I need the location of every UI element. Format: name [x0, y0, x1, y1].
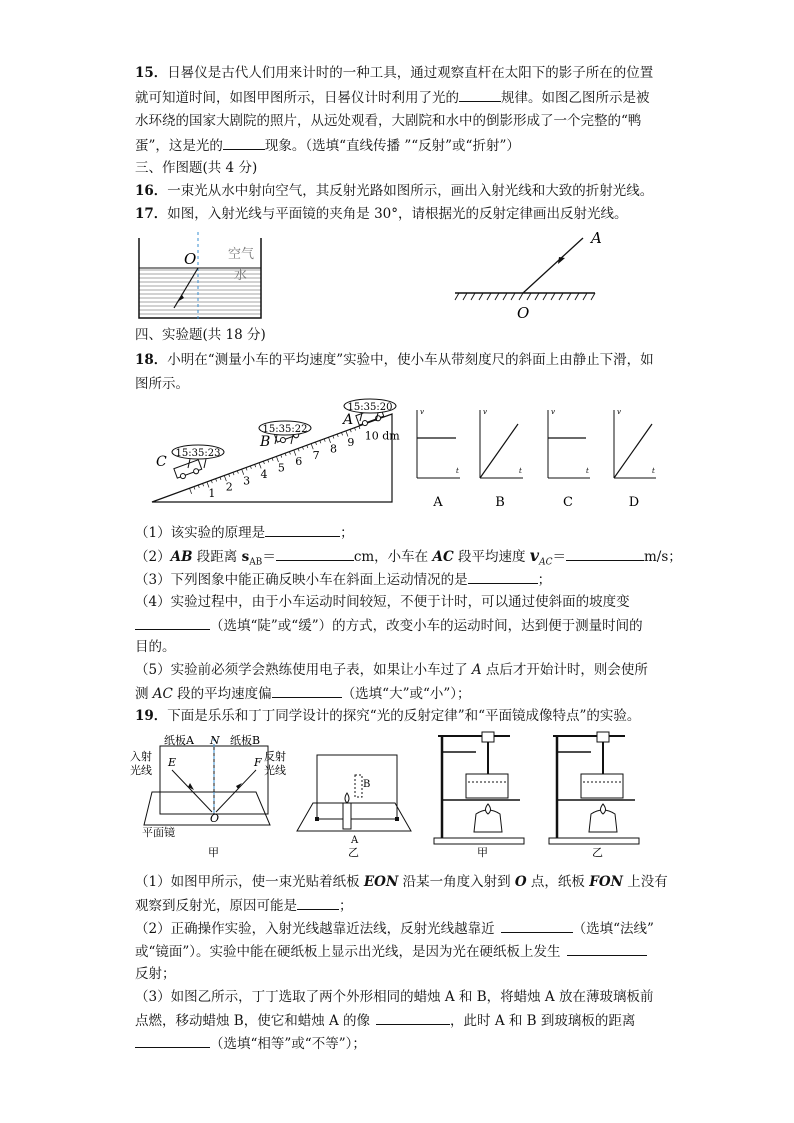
q18-p2-eq2: ＝: [552, 549, 566, 565]
q19-figure-stand-2: [545, 728, 655, 860]
q18-p5-line1: [135, 660, 648, 680]
graph-a: [417, 408, 460, 510]
q17-label-o: O: [517, 304, 530, 322]
q19-p3-line2: [135, 1010, 635, 1031]
label-board-b: 纸板B: [230, 734, 261, 747]
label-board-a: 纸板A: [164, 734, 194, 747]
svg-text:t: t: [519, 467, 522, 475]
q15-text-4b: 现象。（选填“直线传播 ”“反射”或“折射”）: [264, 138, 520, 154]
q17-label-a: A: [591, 229, 602, 247]
q18-blank-2[interactable]: [276, 546, 354, 561]
svg-text:v: v: [551, 408, 555, 416]
q15-line2: [135, 87, 650, 108]
ruler-tick: [324, 439, 325, 442]
q15-line3: [135, 111, 641, 131]
q19-blank-2[interactable]: [501, 918, 573, 933]
q19-number: 19．: [135, 708, 168, 724]
ruler-tick: [320, 440, 321, 443]
q19-line: [135, 706, 640, 726]
graph-label-b: B: [495, 495, 505, 510]
label-b: B: [363, 779, 371, 790]
section-3-heading: 三、作图题(共 4 分): [135, 160, 258, 176]
incident-ray: [523, 238, 583, 293]
label-mirror: 平面镜: [142, 826, 175, 839]
q19-p1-fon: FON: [589, 874, 623, 890]
svg-text:v: v: [420, 408, 424, 416]
q19-p3-t3: （选填“相等”或“不等”）；: [210, 1036, 366, 1052]
q18-p2-unit: m/s；: [643, 549, 682, 565]
q18-p2-ab: AB: [170, 549, 193, 565]
q18-p2-ac: AC: [432, 549, 454, 565]
q19-p1-o: O: [514, 874, 527, 890]
label-incident-2: 光线: [130, 764, 152, 777]
label-a: A: [351, 835, 359, 846]
ruler-label: 6: [295, 455, 303, 469]
q18-p2-v-sub: AC: [539, 557, 553, 568]
ruler-label: 3: [243, 474, 251, 488]
q19-blank-3[interactable]: [567, 941, 647, 956]
svg-text:t: t: [586, 467, 589, 475]
label-n: N: [210, 734, 220, 747]
q19-p1-t1: （1）如图甲所示，使一束光贴着纸板: [135, 874, 364, 890]
label-f: F: [254, 756, 262, 769]
q19-p2-line1: [135, 918, 654, 939]
q18-p3: [135, 569, 551, 590]
q18-p1: [135, 522, 354, 543]
graph-label-c: C: [563, 495, 573, 510]
q15-text-3: 水环绕的国家大剧院的照片，从远处观看，大剧院和水中的倒影形成了一个完整的“鸭: [135, 113, 642, 129]
mirror-plane: [144, 792, 270, 825]
q18-p1-text: （1）该实验的原理是: [135, 525, 266, 541]
flame-icon: [601, 804, 606, 814]
q18-p2-v: v: [529, 546, 540, 565]
time-a: 15:35:20: [347, 402, 393, 413]
q18-line1: [135, 350, 654, 370]
caption-jia-1: 甲: [208, 846, 219, 859]
ruler-tick: [350, 429, 351, 432]
label-c: C: [156, 454, 167, 470]
q18-line2: 图所示。: [135, 376, 189, 392]
q19-p1-t2: 沿某一角度入射到: [398, 874, 515, 890]
ruler-labels: [208, 430, 400, 500]
q18-p3-end: ；: [537, 572, 552, 588]
reflected-ray: [216, 770, 256, 812]
q18-p2-s-sub: AB: [249, 557, 263, 568]
q17-text: 如图，入射光线与平面镜的夹角是 30°，请根据光的反射定律画出反射光线。: [167, 206, 628, 222]
q16-label-o: O: [184, 250, 197, 268]
label-reflected-1: 反射: [264, 750, 286, 763]
time-c: 15:35:23: [175, 448, 221, 459]
q16-line: [135, 181, 653, 201]
q16-label-air: 空气: [228, 247, 255, 262]
q19-p2-t2: （选填“法线”: [572, 921, 654, 937]
q17-line: [135, 204, 628, 224]
q18-p4-text: （选填“陡”或“缓”）的方式，改变小车的运动时间，达到便于测量时间的: [210, 618, 643, 634]
q15-text-2b: 规律。如图乙图所示是被: [501, 90, 650, 106]
ruler-tick: [198, 485, 199, 488]
ruler-label: 9: [347, 436, 355, 450]
ruler-tick: [315, 442, 316, 445]
svg-text:v: v: [483, 408, 487, 416]
ruler-tick: [263, 461, 264, 464]
ruler-label: 4: [260, 467, 268, 481]
ruler-tick: [302, 447, 303, 450]
ruler-label: 1: [208, 487, 216, 501]
q16-text: 一束光从水中射向空气，其反射光路如图所示，画出入射光线和大致的折射光线。: [167, 183, 654, 199]
svg-text:t: t: [456, 467, 459, 475]
q19-p2-t1: （2）正确操作实验，入射光线越靠近法线，反射光线越靠近: [135, 921, 495, 937]
arrow-icon: [558, 257, 565, 264]
q16-number: 16．: [135, 183, 168, 199]
q19-blank-1[interactable]: [297, 895, 339, 910]
q18-text-1: 小明在“测量小车的平均速度”实验中，使小车从带刻度尺的斜面上由静止下滑，如: [167, 352, 654, 368]
q19-figure-reflection: [130, 730, 286, 859]
q15-blank-1[interactable]: [459, 87, 501, 102]
ruler-label: 2: [225, 480, 233, 494]
label-o: O: [210, 812, 220, 825]
time-b: 15:35:22: [262, 424, 308, 435]
ruler-label: 5: [277, 461, 285, 475]
q18-p2-t1: 段距离: [192, 549, 242, 565]
ruler-tick: [268, 460, 269, 463]
q19-p1-end: ；: [339, 898, 353, 914]
q19-p1-line2: [135, 895, 353, 916]
ruler-label: 8: [329, 442, 337, 456]
q18-p4-line3: 目的。: [135, 639, 176, 655]
q18-p5-t5: （选填“大”或“小”）；: [341, 686, 471, 702]
q19-p1-line1: [135, 872, 668, 892]
ruler-label: 7: [312, 448, 320, 462]
q19-p2-line2: [135, 941, 647, 962]
cart-c: [174, 460, 203, 481]
ruler-tick: [203, 483, 204, 486]
q18-p5-t4: 段的平均速度偏: [172, 686, 272, 702]
q18-p5-t3: 测: [135, 686, 153, 702]
ruler-tick: [194, 487, 195, 490]
ruler-tick: [246, 468, 247, 471]
candle-b: [355, 775, 362, 797]
section-4-heading: 四、实验题(共 18 分): [135, 327, 266, 343]
svg-text:v: v: [617, 408, 621, 416]
q18-blank-1[interactable]: [265, 522, 340, 537]
ruler-tick: [289, 452, 290, 455]
q18-p4-line2: [135, 615, 643, 636]
table-plane: [297, 803, 411, 831]
q18-blank-4[interactable]: [468, 569, 538, 584]
q15-text-2a: 就可知道时间，如图甲图所示，日晷仪计时利用了光的: [135, 90, 459, 106]
graph-c: [548, 408, 590, 510]
q15-blank-2[interactable]: [223, 135, 265, 150]
label-e: E: [168, 756, 177, 769]
ruler-tick: [298, 448, 299, 451]
q17-number: 17．: [135, 206, 168, 222]
q18-p2-t3: 段平均速度: [453, 549, 530, 565]
ruler-tick: [355, 428, 356, 431]
q15-line1: [135, 63, 653, 83]
flame-icon: [486, 804, 491, 814]
flame-icon: [345, 793, 349, 803]
ruler-tick: [211, 480, 212, 483]
q15-text-4a: 蛋”，这是光的: [135, 138, 223, 154]
glass-plate: [317, 755, 397, 819]
q18-p5-ac: AC: [152, 686, 173, 702]
ruler-tick: [237, 471, 238, 474]
q18-p5-line2: [135, 683, 471, 704]
q18-p5-t2: 点后才开始计时，则会使所: [481, 662, 648, 678]
q18-p4-line1: （4）实验过程中，由于小车运动时间较短，不便于计时，可以通过使斜面的坡度变: [135, 594, 630, 610]
q16-figure: [130, 232, 275, 327]
q18-p1-end: ；: [340, 525, 354, 541]
q15-number: 15．: [135, 65, 168, 81]
ruler-tick: [216, 479, 217, 482]
ruler-tick: [272, 458, 273, 461]
ruler-tick: [337, 434, 338, 437]
incident-ray: [172, 770, 212, 812]
svg-text:t: t: [652, 467, 655, 475]
ruler-tick: [190, 488, 192, 494]
ruler-tick: [233, 472, 234, 475]
label-reflected-2: 光线: [264, 764, 286, 777]
q18-blank-3[interactable]: [566, 546, 644, 561]
q18-p2-s: s: [241, 549, 250, 565]
q18-p5-t1: （5）实验前必须学会熟练使用电子表，如果让小车过了: [135, 662, 472, 678]
q19-figure-imaging: [295, 745, 420, 858]
q19-p2-line3: 反射；: [135, 966, 176, 982]
q18-p2-eq1: ＝: [262, 549, 276, 565]
q18-blank-5[interactable]: [135, 615, 210, 630]
q19-p1-t4: 上没有: [622, 874, 668, 890]
graph-d: [614, 408, 656, 510]
q18-p2-t2: cm，小车在: [353, 549, 433, 565]
label-a: A: [343, 412, 354, 428]
graph-label-d: D: [628, 495, 640, 510]
q15-line4: [135, 135, 520, 156]
ruler-tick: [359, 426, 360, 429]
caption-jia-2: 甲: [477, 846, 488, 859]
q19-blank-4[interactable]: [376, 1010, 450, 1025]
q19-p2-t3: 或“镜面”）。实验中能在硬纸板上显示出光线，是因为光在硬纸板上发生: [135, 944, 561, 960]
q19-p1-t5: 观察到反射光，原因可能是: [135, 898, 297, 914]
label-incident-1: 入射: [130, 750, 152, 763]
q18-p2-num: （2）: [135, 549, 171, 565]
graph-label-a: A: [433, 495, 443, 510]
q18-number: 18．: [135, 352, 168, 368]
beaker: [581, 774, 623, 798]
ruler-label: 10 dm: [364, 429, 400, 443]
q17-figure: [455, 226, 615, 322]
q19-p1-eon: EON: [363, 874, 399, 890]
ruler-tick: [255, 464, 256, 467]
ruler-tick: [220, 477, 221, 480]
q18-figure: [130, 396, 655, 516]
q19-p3-t1: 点燃，移动蜡烛 B，使它和蜡烛 A 的像: [135, 1013, 371, 1029]
caption-yi-1: 乙: [348, 846, 359, 859]
q16-label-water: 水: [234, 268, 248, 283]
ruler-tick: [285, 453, 286, 456]
ruler-tick: [281, 455, 282, 458]
graph-b: [480, 408, 523, 510]
q18-p3-text: （3）下列图象中能正确反映小车在斜面上运动情况的是: [135, 572, 468, 588]
q19-p1-t3: 点，纸板: [526, 874, 590, 890]
q19-p3-line1: （3）如图乙所示，丁丁选取了两个外形相同的蜡烛 A 和 B，将蜡烛 A 放在薄玻璃板前: [135, 989, 654, 1005]
label-b: B: [260, 434, 271, 450]
arrow-icon: [188, 783, 194, 790]
q19-blank-5[interactable]: [135, 1033, 210, 1048]
q19-figure-stand-1: [430, 728, 540, 860]
ruler-tick: [333, 436, 334, 439]
q18-blank-6[interactable]: [272, 683, 342, 698]
ruler-tick: [342, 433, 343, 436]
caption-yi-2: 乙: [592, 846, 603, 859]
mirror-hatching: [455, 293, 595, 300]
q19-text: 下面是乐乐和丁丁同学设计的探究“光的反射定律”和“平面镜成像特点”的实验。: [167, 708, 641, 724]
ruler-tick: [229, 474, 230, 477]
q19-p3-line3: [135, 1033, 366, 1054]
ruler-tick: [307, 445, 308, 448]
q18-p5-a: A: [471, 662, 482, 678]
candle-a: [343, 803, 351, 829]
ruler-tick: [250, 466, 251, 469]
beaker: [466, 774, 508, 798]
q19-p3-t2: ，此时 A 和 B 到玻璃板的距离: [450, 1013, 636, 1029]
q15-text-1: 日晷仪是古代人们用来计时的一种工具，通过观察直杆在太阳下的影子所在的位置: [167, 65, 654, 81]
